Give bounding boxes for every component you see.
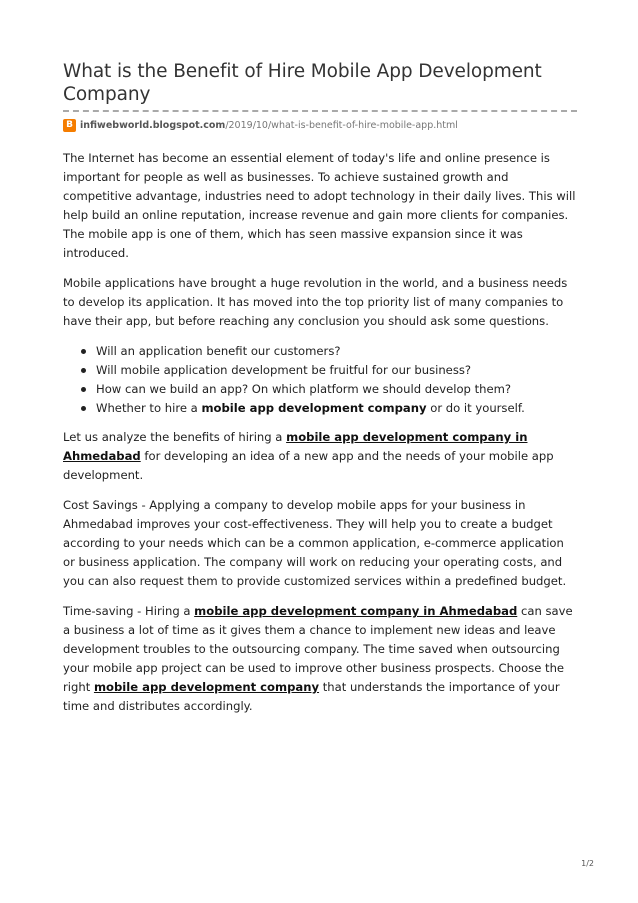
list-item <box>81 399 577 418</box>
paragraph-cost-savings: Cost Savings - Applying a company to develop mobile apps for your business in Ahmedabad improves your cost-effectiveness. They will help you to create a budget according to your needs which can be a common application, e-commerce application or business application. The company will work on reducing your operating costs, and you can also request them to provide customized services within a predefined budget. <box>63 498 567 588</box>
link-mobile-app-company-ahmedabad[interactable]: mobile app development company in Ahmedabad <box>63 430 528 463</box>
bullet-icon <box>81 406 86 411</box>
bullet-icon <box>81 349 86 354</box>
document-page <box>63 60 577 727</box>
list-item-text-before: Whether to hire a <box>96 401 202 415</box>
blogger-icon: B <box>63 119 76 132</box>
link-mobile-app-company-ahmedabad[interactable]: mobile app development company in Ahmedabad <box>194 604 518 618</box>
question-list <box>63 342 577 418</box>
list-item-text: Will an application benefit our customers? <box>96 344 341 358</box>
list-item <box>81 361 577 380</box>
source-domain[interactable]: infiwebworld.blogspot.com <box>80 119 226 131</box>
paragraph-time-saving <box>63 602 577 716</box>
paragraph-text-before: Let us analyze the benefits of hiring a <box>63 430 287 444</box>
bullet-icon <box>81 368 86 373</box>
paragraph-text-after: that understands the importance of your time and distributes accordingly. <box>63 680 560 713</box>
page-title: What is the Benefit of Hire Mobile App Development Company <box>63 61 542 105</box>
source-line <box>63 117 577 133</box>
paragraph-analyze <box>63 428 577 485</box>
article-body <box>63 149 577 716</box>
paragraph-text-middle: can save a business a lot of time as it gives them a chance to implement new ideas and leave development troubles to the outsourcing company. The time saved when outsourcing your mobile app project can be used to improve other business prospects. Choose the right <box>63 604 573 694</box>
paragraph-mobile-apps: Mobile applications have brought a huge revolution in the world, and a business needs to develop its application. It has moved into the top priority list of many companies to have their app, but before reaching any conclusion you should ask some questions. <box>63 276 568 328</box>
source-path[interactable]: /2019/10/what-is-benefit-of-hire-mobile-app.html <box>225 119 458 131</box>
page-number: 1/2 <box>581 859 594 868</box>
paragraph-text-before: Time-saving - Hiring a <box>63 604 195 618</box>
bullet-icon <box>81 387 86 392</box>
keyword-mobile-app-development-company: mobile app development company <box>201 401 427 415</box>
list-item-text: Will mobile application development be fruitful for our business? <box>96 363 472 377</box>
paragraph-text-after: for developing an idea of a new app and the needs of your mobile app development. <box>63 449 554 482</box>
list-item-text: How can we build an app? On which platform we should develop them? <box>96 382 512 396</box>
list-item <box>81 380 577 399</box>
list-item-text-after: or do it yourself. <box>426 401 525 415</box>
list-item <box>81 342 577 361</box>
paragraph-intro: The Internet has become an essential element of today's life and online presence is important for people as well as businesses. To achieve sustained growth and competitive advantage, industries need to adopt technology in their daily lives. This will help build an online reputation, increase revenue and gain more clients for companies. The mobile app is one of them, which has seen massive expansion since it was introduced. <box>63 151 576 260</box>
title-divider <box>63 110 577 112</box>
link-mobile-app-development-company[interactable]: mobile app development company <box>93 680 320 694</box>
